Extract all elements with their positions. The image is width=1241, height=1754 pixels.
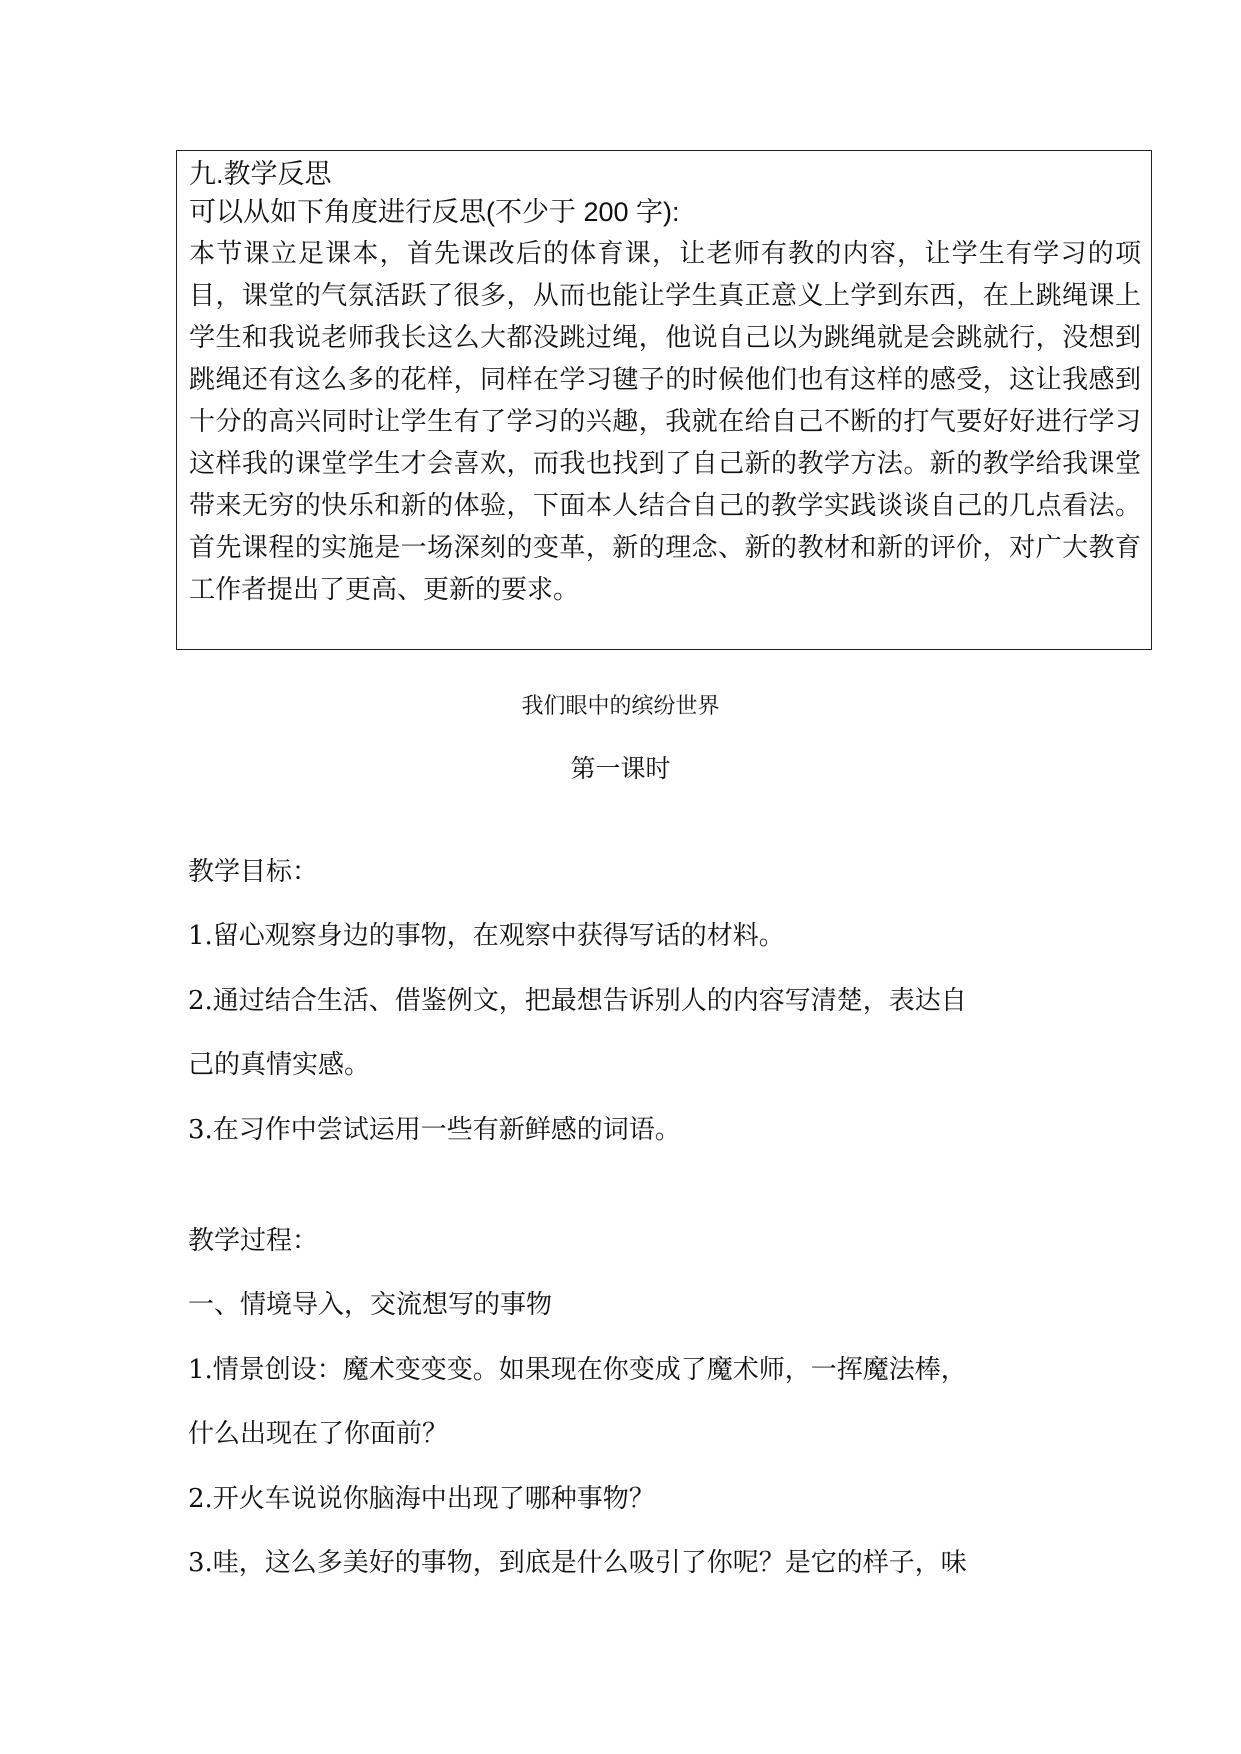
reflection-heading: 九.教学反思 [189,159,332,189]
step-1-line-2: 什么出现在了你面前？ [188,1419,449,1449]
objective-2-line-1: 2.通过结合生活、借鉴例文，把最想告诉别人的内容写清楚，表达自 [188,986,967,1016]
objective-1: 1.留心观察身边的事物，在观察中获得写话的材料。 [188,921,785,951]
reflection-box [176,150,1152,650]
lesson-title: 我们眼中的缤纷世界 [521,694,720,719]
objective-2-line-2: 己的真情实感。 [188,1050,371,1080]
objectives-heading: 教学目标： [188,857,319,887]
reflection-prompt: 可以从如下角度进行反思(不少于 200 字): [189,197,680,227]
section-1-heading: 一、情境导入，交流想写的事物 [188,1290,553,1320]
step-2: 2.开火车说说你脑海中出现了哪种事物？ [188,1484,655,1514]
lesson-period: 第一课时 [570,754,671,783]
process-heading: 教学过程： [188,1226,319,1256]
step-1-line-1: 1.情景创设：魔术变变变。如果现在你变成了魔术师，一挥魔法棒， [188,1355,967,1385]
reflection-body: 本节课立足课本，首先课改后的体育课，让老师有教的内容，让学生有学习的项目，课堂的气氛活跃了很多，从而也能让学生真正意义上学到东西，在上跳绳课上学生和我说老师我长这么大都没跳过绳，他说自己以为跳绳就是会跳就行，没想到跳绳还有这么多的花样，同样在学习毽子的时候他们也有这样的感受，这让我感到十分的高兴同时让学生有了学习的兴趣，我就在给自己不断的打气要好好进行学习这样我的课堂学生才会喜欢，而我也找到了自己新的教学方法。新的教学给我课堂带来无穷的快乐和新的体验，下面本人结合自己的教学实践谈谈自己的几点看法。首先课程的实施是一场深刻的变革，新的理念、新的教材和新的评价，对广大教育工作者提出了更高、更新的要求。 [189,239,1141,605]
step-3-line-1: 3.哇，这么多美好的事物，到底是什么吸引了你呢？是它的样子，味 [188,1548,967,1578]
objective-3: 3.在习作中尝试运用一些有新鲜感的词语。 [188,1115,681,1145]
